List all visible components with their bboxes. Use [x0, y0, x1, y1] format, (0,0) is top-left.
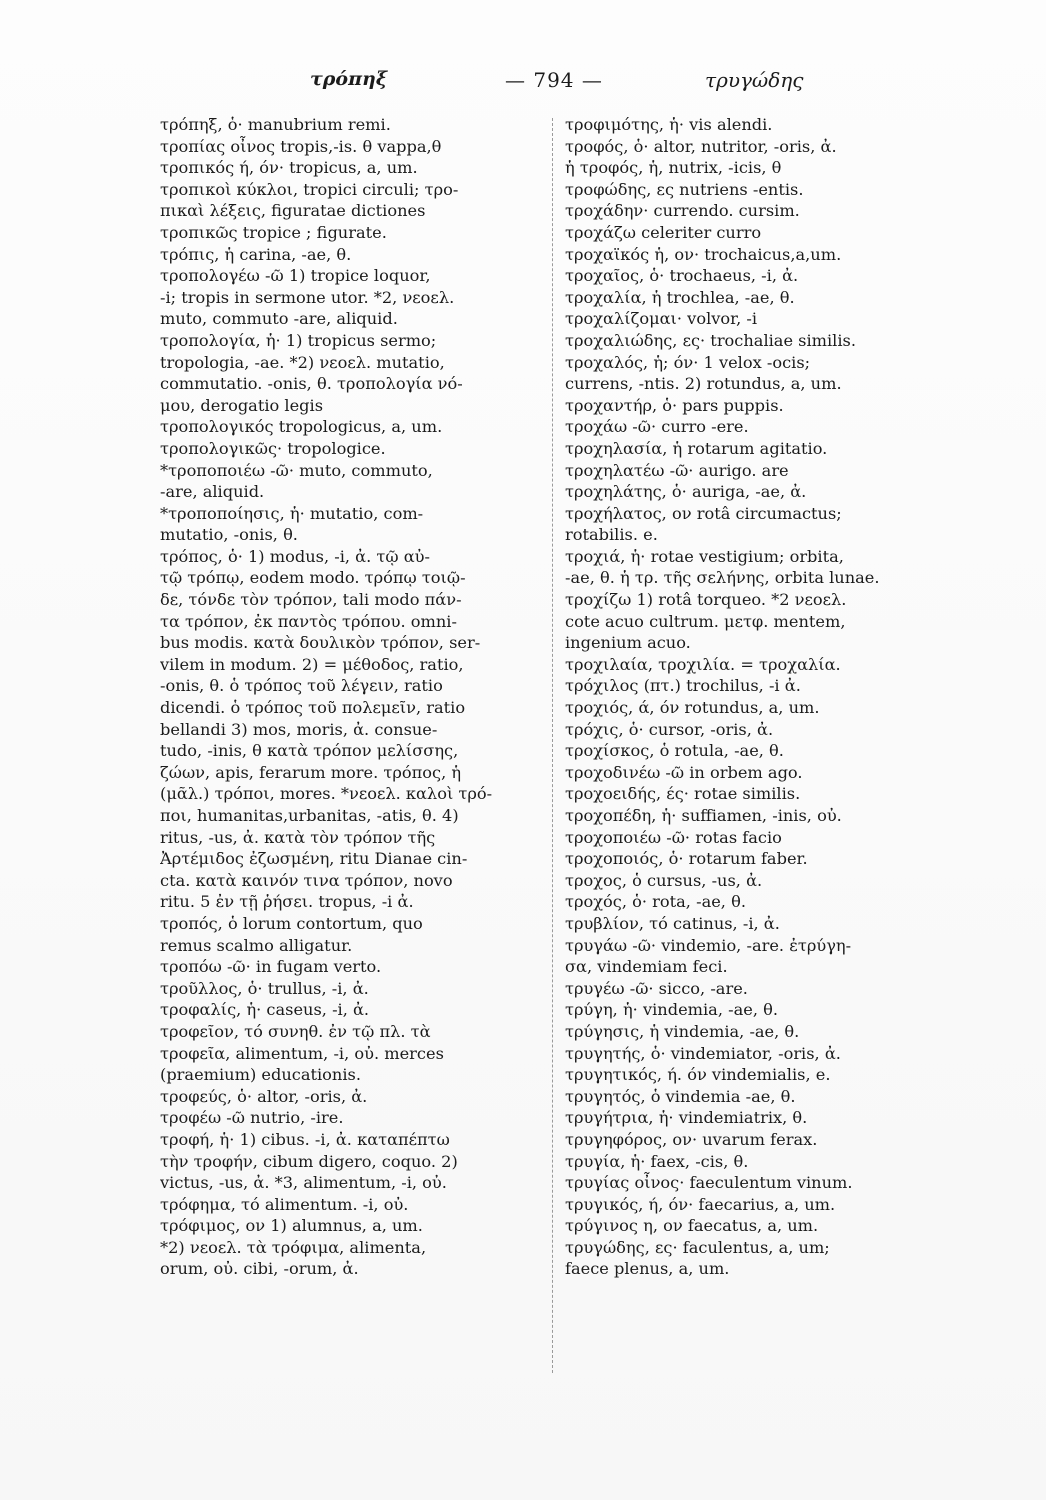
entry-line: τροπόω -ῶ· in fugam verto.	[160, 957, 382, 977]
entry-line: τροφή, ἡ· 1) cibus. -i, ἀ. καταπέπτω	[160, 1129, 450, 1149]
header-left-headword: τρόπηξ	[310, 68, 388, 90]
entry-line: ἡ τροφός, ἡ, nutrix, -icis, θ	[565, 158, 782, 178]
entry-line: victus, -us, ἀ. *3, alimentum, -i, οὐ.	[160, 1173, 447, 1193]
entry-line: τροχάω -ῶ· curro -ere.	[565, 417, 749, 437]
entry-line: τρυγητός, ὁ vindemia -ae, θ.	[565, 1086, 796, 1106]
entry-line: τρυβλίον, τό catinus, -i, ἀ.	[565, 913, 780, 933]
entry-line: τροφεῖον, τό συνηθ. ἐν τῷ πλ. τὰ	[160, 1021, 431, 1041]
left-column	[160, 114, 544, 1280]
entry-line: τρόπηξ, ὁ· manubrium remi.	[160, 115, 391, 134]
entry-line: τροφεύς, ὁ· altor, -oris, ἀ.	[160, 1086, 368, 1106]
entry-line: vilem in modum. 2) = μέθοδος, ratio,	[160, 654, 464, 674]
entry-line: τροχαλία, ἡ trochlea, -ae, θ.	[565, 287, 795, 307]
entry-line: τροφιμότης, ἡ· vis alendi.	[565, 115, 773, 134]
entry-line: τροφέω -ῶ nutrio, -ire.	[160, 1108, 344, 1128]
entry-line: mutatio, -onis, θ.	[160, 525, 298, 545]
entry-line: τρόφιμος, ον 1) alumnus, a, um.	[160, 1216, 423, 1236]
entry-line: rotabilis. e.	[565, 525, 658, 545]
entry-line: τροχάζω celeriter curro	[565, 222, 762, 242]
entry-line: τροχήλατος, ον rotâ circumactus;	[565, 503, 842, 523]
entry-line: tropologia, -ae. *2) νεοελ. mutatio,	[160, 352, 445, 372]
entry-line: -are, aliquid.	[160, 482, 265, 502]
entry-line: τρύγησις, ἡ vindemia, -ae, θ.	[565, 1021, 800, 1041]
entry-line: τρυγηφόρος, ον· uvarum ferax.	[565, 1129, 818, 1149]
entry-line: Ἀρτέμιδος ἐζωσμένη, ritu Dianae cin-	[160, 849, 468, 869]
entry-line: τροχιλαία, τροχιλία. = τροχαλία.	[565, 654, 841, 674]
entry-line: τρυγία, ἡ· faex, -cis, θ.	[565, 1151, 749, 1171]
entry-line: ritus, -us, ἀ. κατὰ τὸν τρόπον τῆς	[160, 827, 436, 847]
entry-line: δε, τόνδε τὸν τρόπον, tali modo πάν-	[160, 590, 462, 610]
entry-line: τροχοπέδη, ἡ· suffiamen, -inis, οὐ.	[565, 806, 842, 825]
entry-line: τροχηλατέω -ῶ· aurigo. are	[565, 460, 789, 480]
entry-line: (μᾶλ.) τρόποι, mores. *νεοελ. καλοὶ τρό-	[160, 784, 493, 804]
right-column	[565, 114, 950, 1280]
entry-line: σα, vindemiam feci.	[565, 957, 728, 977]
entry-line: τρυγήτρια, ἡ· vindemiatrix, θ.	[565, 1108, 808, 1128]
entry-line: τρόχιλος (πτ.) trochilus, -i ἀ.	[565, 676, 801, 696]
entry-line: cote acuo cultrum. μετφ. mentem,	[565, 611, 846, 631]
entry-line: *τροποποίησις, ἡ· mutatio, com-	[160, 503, 424, 523]
entry-line: τροχίζω 1) rotâ torqueo. *2 νεοελ.	[565, 590, 847, 610]
entry-line: τροπικοὶ κύκλοι, tropici circuli; τρο-	[160, 179, 459, 199]
entry-line: τροχοποιός, ὁ· rotarum faber.	[565, 849, 808, 869]
header-right-headword: τρυγώδης	[705, 68, 804, 92]
entry-line: τρόπις, ἡ carina, -ae, θ.	[160, 244, 352, 264]
entry-line: τροχαῖος, ὁ· trochaeus, -i, ἀ.	[565, 266, 799, 286]
entry-line: τροπίας οἶνος tropis,-is. θ vappa,θ	[160, 136, 442, 156]
entry-line: τροχαλός, ἡ; όν· 1 velox -ocis;	[565, 352, 811, 372]
entry-line: τρύγινος η, ον faecatus, a, um.	[565, 1216, 819, 1236]
entry-line: τροχιά, ἡ· rotae vestigium; orbita,	[565, 546, 844, 566]
entry-line: τροχαλίζομαι· volvor, -i	[565, 309, 758, 329]
entry-line: τρόπος, ὁ· 1) modus, -i, ἀ. τῷ αὐ-	[160, 546, 430, 566]
entry-line: cta. κατὰ καινόν τινα τρόπον, novo	[160, 870, 453, 890]
entry-line: τῷ τρόπῳ, eodem modo. τρόπῳ τοιῷ-	[160, 568, 466, 588]
column-divider	[552, 118, 553, 1373]
entry-line: faece plenus, a, um.	[565, 1259, 730, 1279]
entry-line: currens, -ntis. 2) rotundus, a, um.	[565, 374, 842, 394]
entry-line: τροπολογικῶς· tropologice.	[160, 438, 386, 458]
entry-line: τροχος, ὁ cursus, -us, ἀ.	[565, 870, 763, 890]
entry-line: τροφεῖα, alimentum, -i, οὐ. merces	[160, 1043, 444, 1063]
entry-line: -onis, θ. ὁ τρόπος τοῦ λέγειν, ratio	[160, 676, 443, 696]
entry-line: τροχηλάτης, ὁ· auriga, -ae, ἀ.	[565, 482, 807, 502]
page-number: — 794 —	[505, 68, 603, 92]
entry-line: τροῦλλος, ὁ· trullus, -i, ἀ.	[160, 978, 369, 998]
entry-line: tudo, -inis, θ κατὰ τρόπον μελίσσης,	[160, 741, 459, 761]
entry-line: τρύγη, ἡ· vindemia, -ae, θ.	[565, 1000, 779, 1020]
entry-line: τρυγίας οἶνος· faeculentum vinum.	[565, 1173, 853, 1193]
running-head	[150, 62, 850, 102]
entry-line: orum, οὐ. cibi, -orum, ἀ.	[160, 1259, 359, 1279]
entry-line: τροχαλιώδης, ες· trochaliae similis.	[565, 330, 856, 350]
entry-line: τροχός, ὁ· rota, -ae, θ.	[565, 892, 746, 912]
entry-line: τα τρόπον, ἐκ παντὸς τρόπου. omni-	[160, 611, 457, 631]
entry-line: μου, derogatio legis	[160, 395, 324, 415]
entry-line: ζώων, apis, ferarum more. τρόπος, ἡ	[160, 762, 462, 782]
entry-line: *2) νεοελ. τὰ τρόφιμα, alimenta,	[160, 1237, 427, 1257]
entry-line: commutatio. -onis, θ. τροπολογία νό-	[160, 374, 463, 394]
entry-line: τροχαντήρ, ὁ· pars puppis.	[565, 395, 784, 415]
entry-line: τρυγητής, ὁ· vindemiator, -oris, ἀ.	[565, 1043, 841, 1063]
entry-line: τροπικῶς tropice ; figurate.	[160, 222, 387, 242]
entry-line: τροπολογικός tropologicus, a, um.	[160, 417, 443, 437]
entry-line: τρυγώδης, ες· faculentus, a, um;	[565, 1237, 830, 1257]
entry-line: τροχάδην· currendo. cursim.	[565, 201, 800, 221]
entry-line: ingenium acuo.	[565, 633, 691, 653]
entry-line: τροπολογέω -ῶ 1) tropice loquor,	[160, 266, 431, 286]
entry-line: τροφώδης, ες nutriens -entis.	[565, 179, 804, 199]
entry-line: ποι, humanitas,urbanitas, -atis, θ. 4)	[160, 806, 459, 825]
entry-line: τρυγάω -ῶ· vindemio, -are. ἐτρύγη-	[565, 935, 852, 955]
entry-line: τροπικός ή, όν· tropicus, a, um.	[160, 158, 418, 178]
entry-line: τρυγητικός, ή. όν vindemialis, e.	[565, 1065, 831, 1085]
entry-line: -ae, θ. ἡ τρ. τῆς σελήνης, orbita lunae.	[565, 568, 880, 588]
entry-line: τροχοποιέω -ῶ· rotas facio	[565, 827, 782, 847]
entry-line: τροπολογία, ἡ· 1) tropicus sermo;	[160, 330, 437, 350]
entry-line: τρόφημα, τό alimentum. -i, οὐ.	[160, 1194, 409, 1214]
entry-line: τροχοειδής, ές· rotae similis.	[565, 784, 801, 804]
entry-line: *τροποποιέω -ῶ· muto, commuto,	[160, 460, 433, 480]
entry-line: remus scalmo alligatur.	[160, 935, 353, 955]
entry-line: τροπός, ὁ lorum contortum, quo	[160, 913, 423, 933]
entry-line: τροφαλίς, ἡ· caseus, -i, ἀ.	[160, 1000, 370, 1020]
entry-line: ritu. 5 ἐν τῇ ῥήσει. tropus, -i ἀ.	[160, 892, 414, 912]
entry-line: τροχοδινέω -ῶ in orbem ago.	[565, 762, 803, 782]
entry-line: τροχιός, ά, όν rotundus, a, um.	[565, 698, 820, 718]
entry-line: τροχαϊκός ἡ, ον· trochaicus,a,um.	[565, 244, 842, 264]
entry-line: dicendi. ὁ τρόπος τοῦ πολεμεῖν, ratio	[160, 698, 466, 718]
entry-line: muto, commuto -are, aliquid.	[160, 309, 398, 329]
entry-line: τὴν τροφήν, cibum digero, coquo. 2)	[160, 1151, 458, 1171]
entry-line: τροχηλασία, ἡ rotarum agitatio.	[565, 438, 828, 458]
entry-line: -i; tropis in sermone utor. *2, νεοελ.	[160, 287, 455, 307]
entry-line: πικαὶ λέξεις, figuratae dictiones	[160, 201, 426, 221]
entry-line: τρόχις, ὁ· cursor, -oris, ἀ.	[565, 719, 774, 739]
entry-line: bellandi 3) mos, moris, ἀ. consue-	[160, 719, 438, 739]
entry-line: τρυγέω -ῶ· sicco, -are.	[565, 978, 748, 998]
entry-line: (praemium) educationis.	[160, 1065, 361, 1085]
entry-line: τροφός, ὁ· altor, nutritor, -oris, ἀ.	[565, 136, 837, 156]
entry-line: τροχίσκος, ὁ rotula, -ae, θ.	[565, 741, 784, 761]
entry-line: τρυγικός, ή, όν· faecarius, a, um.	[565, 1194, 836, 1214]
entry-line: bus modis. κατὰ δουλικὸν τρόπον, ser-	[160, 633, 481, 653]
